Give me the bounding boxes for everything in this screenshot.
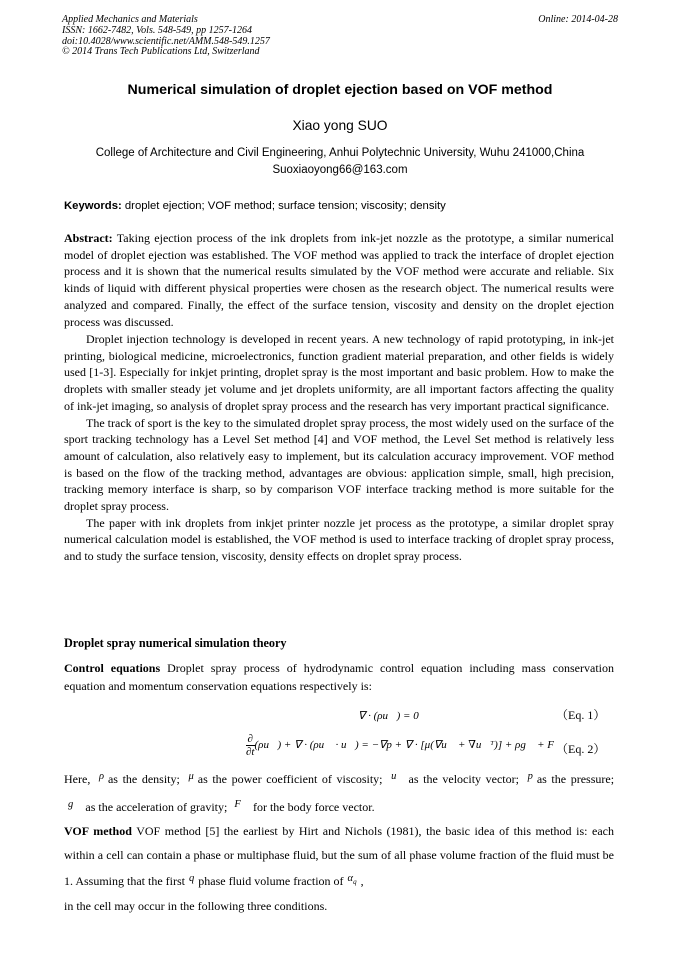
paper-title: Numerical simulation of droplet ejection based on VOF method xyxy=(127,82,553,98)
rho-symbol: ρ xyxy=(98,771,104,782)
g-definition: as the acceleration of gravity; xyxy=(85,800,228,814)
alpha-subscript: q xyxy=(353,878,357,887)
vof-method-paragraph xyxy=(64,820,614,918)
author-name: Xiao yong SUO xyxy=(292,118,388,133)
affiliation-block xyxy=(40,145,640,179)
vof-text-3: , xyxy=(360,874,364,888)
journal-header xyxy=(62,15,618,58)
issn-line: ISSN: 1662-7482, Vols. 548-549, pp 1257-1264 xyxy=(62,24,252,36)
u-symbol: u⃗ xyxy=(391,771,405,782)
partial-denominator: ∂t xyxy=(246,746,255,758)
control-equations-paragraph xyxy=(64,660,614,695)
keywords xyxy=(64,200,620,212)
control-text: Droplet spray process of hydrodynamic control equation including mass conservation equation and momentum conservation equations respectively is: xyxy=(64,661,614,693)
F-definition: for the body force vector. xyxy=(252,800,375,814)
vof-text-2: phase fluid volume fraction of xyxy=(198,874,344,888)
abstract-text: Taking ejection process of the ink droplets from ink-jet nozzle as the prototype, a similar numerical model of droplet ejection was established. The VOF method was applied to track the interface of droplet ejection process and it is shown that the numerical results simulated by the VOF method were accurate and reliable. Six kinds of liquid with different physical properties were chosen as the research object. The numerical results were analyzed and compared. Finally, the effect of the surface tension, viscosity and density on the droplet ejection process was discussed. xyxy=(64,231,614,329)
introduction xyxy=(64,331,614,565)
affiliation: College of Architecture and Civil Engineering, Anhui Polytechnic University, Wuhu 241000,China xyxy=(95,147,585,159)
intro-paragraph-3: The paper with ink droplets from inkjet printer nozzle jet process as the prototype, a similar droplet spray numerical calculation model is established, the VOF method is used to interface tracking of droplet spray process, and to study the surface tension, viscosity, density effects on droplet spray process. xyxy=(64,515,614,564)
vof-text: VOF method [5] the earliest by Hirt and Nichols (1981), the basic idea of this method is: each within a cell can contain a phase or multiphase fluid, but the sum of all phase volume fraction of the fluid must be 1. Assuming that the first xyxy=(64,824,614,888)
equation-1: ∇ · (ρu⃗) = 0 xyxy=(358,710,419,722)
intro-paragraph-1: Droplet injection technology is developed in recent years. A new technology of rapid prototyping, in ink-jet printing, biological medicine, microelectronics, function gradient material preparation, and other fields is widely used [1-3]. Especially for inkjet printing, droplet spray is the most important and basic problem. How to make the droplets with smaller steady jet volume and jet droplets uniformity, are all important factors affecting the quality of ink-jet imaging, so analysis of droplet spray process and the research has very important practical significance. xyxy=(64,332,614,413)
rho-definition: as the density; xyxy=(107,772,180,786)
alpha-symbol: α xyxy=(347,873,354,884)
abstract-label: Abstract: xyxy=(64,231,113,245)
journal-name: Applied Mechanics and Materials xyxy=(62,14,198,25)
control-label: Control equations xyxy=(64,661,161,675)
mu-definition: as the power coefficient of viscosity; xyxy=(197,772,383,786)
here-text: Here, xyxy=(64,772,91,786)
mu-symbol: μ xyxy=(188,771,194,782)
u-definition: as the velocity vector; xyxy=(408,772,519,786)
equation-1-label: （Eq. 1） xyxy=(556,708,606,722)
copyright-line: © 2014 Trans Tech Publications Ltd, Switzerland xyxy=(62,46,260,58)
abstract xyxy=(64,230,614,330)
alpha-q-symbol xyxy=(347,873,357,887)
keywords-label: Keywords: xyxy=(64,200,122,212)
author-email: Suoxiaoyong66@163.com xyxy=(272,164,408,176)
F-symbol: F⃗ xyxy=(234,799,249,810)
vof-last-line: in the cell may occur in the following three conditions. xyxy=(64,898,328,913)
p-definition: as the xyxy=(536,772,567,786)
vof-label: VOF method xyxy=(64,824,132,838)
partial-derivative xyxy=(246,733,255,758)
pressure-text: pressure; xyxy=(570,772,615,786)
equation-2-label: （Eq. 2） xyxy=(556,742,606,756)
section-heading: Droplet spray numerical simulation theory xyxy=(64,636,287,650)
keywords-text: droplet ejection; VOF method; surface tension; viscosity; density xyxy=(121,200,446,212)
online-date: Online: 2014-04-28 xyxy=(538,14,618,25)
intro-paragraph-2: The track of sport is the key to the simulated droplet spray process, the most widely used on the surface of the sport tracking technology has a Level Set method [4] and VOF method, the Level Set method is relatively less amount of calculation, also relatively easy to implement, but its calculation accuracy improvement. VOF method is based on the flow of the tracking method, advantages are obvious: application simple, small, high precision, tracking memory interface is sharp, so by comparison VOF interface tracking method is more suitable for the droplet spray process. xyxy=(64,415,614,514)
equation-2-body: (ρu⃗) + ∇ · (ρu⃗ · u⃗) = −∇p + ∇ · [μ(∇u⃗ + ∇u⃗ᵀ)] + ρg⃗ + F⃗ xyxy=(254,739,563,752)
symbol-definitions xyxy=(64,764,614,820)
partial-numerator: ∂ xyxy=(247,733,253,745)
doi-line: doi:10.4028/www.scientific.net/AMM.548-549.1257 xyxy=(62,35,270,47)
p-symbol: p xyxy=(527,771,533,782)
g-symbol: g⃗ xyxy=(68,799,82,810)
q-symbol: q xyxy=(189,873,195,884)
equation-2 xyxy=(246,733,563,758)
